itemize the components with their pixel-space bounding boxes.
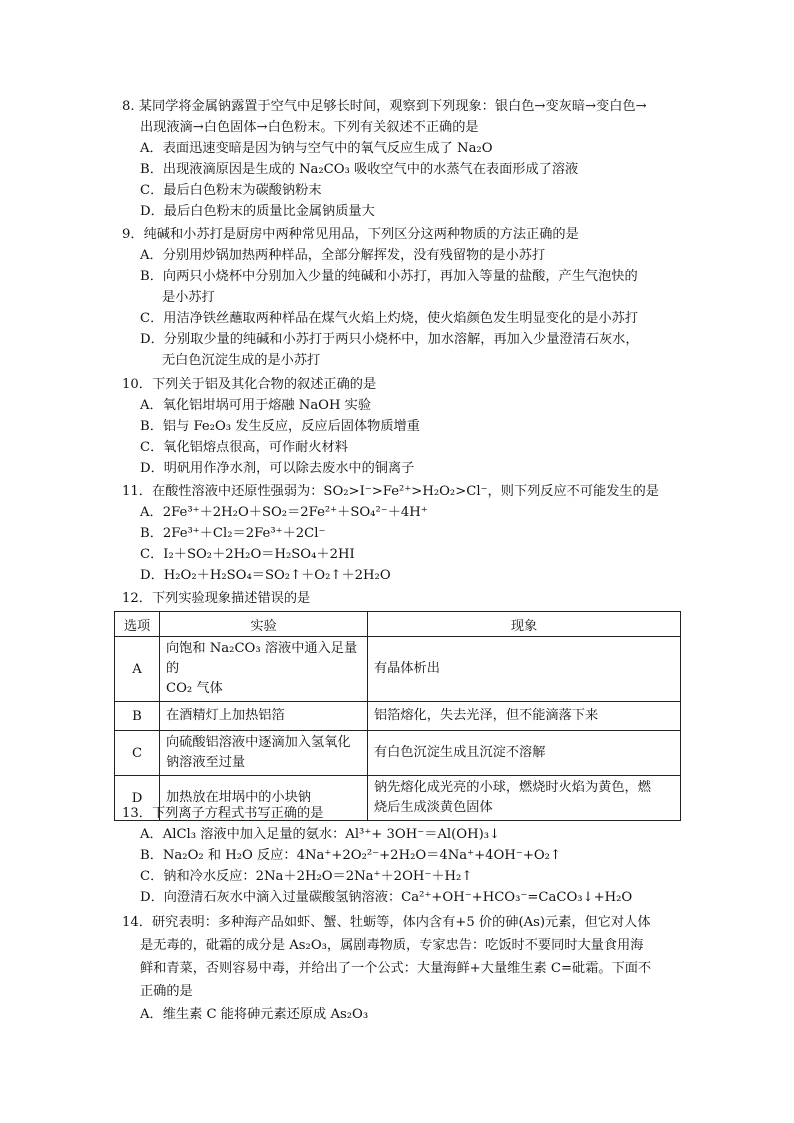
experiment-line-2: 钠溶液至过量 bbox=[166, 755, 246, 770]
question-13-options bbox=[122, 824, 682, 908]
question-14-stem-line-1: 14．研究表明：多种海产品如虾、蟹、牡蛎等，体内含有+5 价的砷(As)元素，但它对人体 bbox=[122, 915, 651, 930]
question-10-option-c: C．氧化铝熔点很高，可作耐火材料 bbox=[140, 440, 348, 455]
question-8-option-b: B．出现液滴原因是生成的 Na₂CO₃ 吸收空气中的水蒸气在表面形成了溶液 bbox=[140, 162, 579, 177]
question-9-option-b: B．向两只小烧杯中分别加入少量的纯碱和小苏打，再加入等量的盐酸，产生气泡快的 bbox=[140, 269, 638, 284]
question-10 bbox=[122, 374, 682, 479]
phenomenon-line-1: 钠先熔化成光亮的小球，燃烧时火焰为黄色，燃 bbox=[374, 780, 651, 795]
table-header-phenomenon: 现象 bbox=[368, 612, 681, 637]
question-8-stem-line-1: 8. 某同学将金属钠露置于空气中足够长时间，观察到下列现象：银白色→变灰暗→变白色→ bbox=[122, 99, 647, 114]
question-8-stem-line-2: 出现液滴→白色固体→白色粉末。下列有关叙述不正确的是 bbox=[140, 120, 479, 135]
question-14-stem-line-4: 正确的是 bbox=[140, 984, 193, 999]
question-9-option-b-cont: 是小苏打 bbox=[162, 290, 215, 305]
question-13-option-a: A．AlCl₃ 溶液中加入足量的氨水：Al³⁺+ 3OH⁻＝Al(OH)₃↓ bbox=[140, 827, 501, 842]
question-10-option-d: D．明矾用作净水剂，可以除去废水中的铜离子 bbox=[140, 461, 415, 476]
question-12 bbox=[122, 588, 682, 609]
table-cell-experiment bbox=[160, 637, 368, 702]
table-header-row bbox=[115, 612, 681, 637]
question-13 bbox=[122, 803, 682, 908]
table-cell-option: B bbox=[115, 702, 160, 731]
table-cell-phenomenon bbox=[368, 637, 681, 702]
question-10-stem: 10．下列关于铝及其化合物的叙述正确的是 bbox=[122, 377, 377, 392]
question-10-options bbox=[122, 395, 682, 479]
table-cell-phenomenon bbox=[368, 731, 681, 776]
table-row bbox=[115, 702, 681, 731]
phenomenon-line-1: 有晶体析出 bbox=[374, 661, 440, 676]
question-11 bbox=[122, 481, 682, 586]
question-11-option-b: B．2Fe³⁺＋Cl₂＝2Fe³⁺＋2Cl⁻ bbox=[140, 526, 326, 541]
table-row bbox=[115, 731, 681, 776]
question-14-stem-line-3: 鲜和青菜，否则容易中毒，并给出了一个公式：大量海鲜+大量维生素 C=砒霜。下面不 bbox=[140, 961, 652, 976]
table-cell-experiment bbox=[160, 731, 368, 776]
table-cell-option: D bbox=[115, 776, 160, 821]
question-13-option-d: D．向澄清石灰水中滴入过量碳酸氢钠溶液：Ca²⁺+OH⁻+HCO₃⁻=CaCO₃↓+H₂O bbox=[140, 890, 633, 905]
question-11-option-d: D．H₂O₂＋H₂SO₄＝SO₂↑＋O₂↑＋2H₂O bbox=[140, 568, 391, 583]
experiment-line-2: CO₂ 气体 bbox=[166, 681, 223, 696]
experiment-line-1: 加热放在坩埚中的小块钠 bbox=[166, 790, 312, 805]
question-9-options bbox=[122, 245, 682, 371]
question-14-options bbox=[122, 1003, 682, 1026]
question-9-option-d-cont: 无白色沉淀生成的是小苏打 bbox=[162, 353, 321, 368]
question-12-stem: 12．下列实验现象描述错误的是 bbox=[122, 591, 311, 606]
question-11-option-a: A．2Fe³⁺＋2H₂O＋SO₂＝2Fe²⁺＋SO₄²⁻＋4H⁺ bbox=[140, 505, 428, 520]
question-14-stem-line-2: 是无毒的，砒霜的成分是 As₂O₃，属剧毒物质，专家忠告：吃饭时不要同时大量食用海 bbox=[140, 938, 644, 953]
table-cell-option: A bbox=[115, 637, 160, 702]
question-11-stem: 11．在酸性溶液中还原性强弱为：SO₂>I⁻>Fe²⁺>H₂O₂>Cl⁻，则下列反应不可能发生的是 bbox=[122, 484, 659, 499]
question-11-option-c: C．I₂＋SO₂＋2H₂O＝H₂SO₄＋2HI bbox=[140, 547, 355, 562]
phenomenon-line-1: 铝箔熔化，失去光泽，但不能滴落下来 bbox=[374, 708, 599, 723]
question-9-stem: 9．纯碱和小苏打是厨房中两种常见用品，下列区分这两种物质的方法正确的是 bbox=[122, 227, 579, 242]
question-8 bbox=[122, 96, 682, 222]
table-cell-phenomenon bbox=[368, 702, 681, 731]
question-10-option-b: B．铝与 Fe₂O₃ 发生反应，反应后固体物质增重 bbox=[140, 419, 420, 434]
question-14-option-a: A．维生素 C 能将砷元素还原成 As₂O₃ bbox=[140, 1007, 369, 1022]
question-9-option-c: C．用洁净铁丝蘸取两种样品在煤气火焰上灼烧，使火焰颜色发生明显变化的是小苏打 bbox=[140, 311, 639, 326]
question-8-option-a: A．表面迅速变暗是因为钠与空气中的氧气反应生成了 Na₂O bbox=[140, 141, 493, 156]
question-9-option-a: A．分别用炒锅加热两种样品，全部分解挥发，没有残留物的是小苏打 bbox=[140, 248, 546, 263]
question-9-option-d: D．分别取少量的纯碱和小苏打于两只小烧杯中，加水溶解，再加入少量澄清石灰水， bbox=[140, 332, 639, 347]
experiment-line-1: 在酒精灯上加热铝箔 bbox=[166, 708, 285, 723]
question-14 bbox=[122, 911, 682, 1026]
table-cell-experiment bbox=[160, 702, 368, 731]
experiment-line-1: 向硫酸铝溶液中逐滴加入氢氧化 bbox=[166, 735, 351, 750]
phenomenon-line-2: 烧后生成淡黄色固体 bbox=[374, 800, 493, 815]
question-13-option-c: C．钠和冷水反应：2Na＋2H₂O＝2Na⁺＋2OH⁻＋H₂↑ bbox=[140, 869, 473, 884]
question-9 bbox=[122, 224, 682, 371]
phenomenon-line-1: 有白色沉淀生成且沉淀不溶解 bbox=[374, 745, 546, 760]
table-row bbox=[115, 637, 681, 702]
question-8-option-d: D．最后白色粉末的质量比金属钠质量大 bbox=[140, 204, 375, 219]
question-10-option-a: A．氧化铝坩埚可用于熔融 NaOH 实验 bbox=[140, 398, 372, 413]
question-11-options bbox=[122, 502, 682, 586]
table-header-experiment: 实验 bbox=[160, 612, 368, 637]
table-header-option: 选项 bbox=[115, 612, 160, 637]
experiment-line-1: 向饱和 Na₂CO₃ 溶液中通入足量的 bbox=[166, 641, 358, 676]
question-8-option-c: C．最后白色粉末为碳酸钠粉末 bbox=[140, 183, 322, 198]
question-13-option-b: B．Na₂O₂ 和 H₂O 反应：4Na⁺+2O₂²⁻+2H₂O＝4Na⁺+4OH⁻+O₂↑ bbox=[140, 848, 562, 863]
question-8-options bbox=[122, 138, 682, 222]
experiment-table bbox=[114, 611, 681, 821]
question-13-stem: 13．下列离子方程式书写正确的是 bbox=[122, 806, 324, 821]
table-cell-option: C bbox=[115, 731, 160, 776]
